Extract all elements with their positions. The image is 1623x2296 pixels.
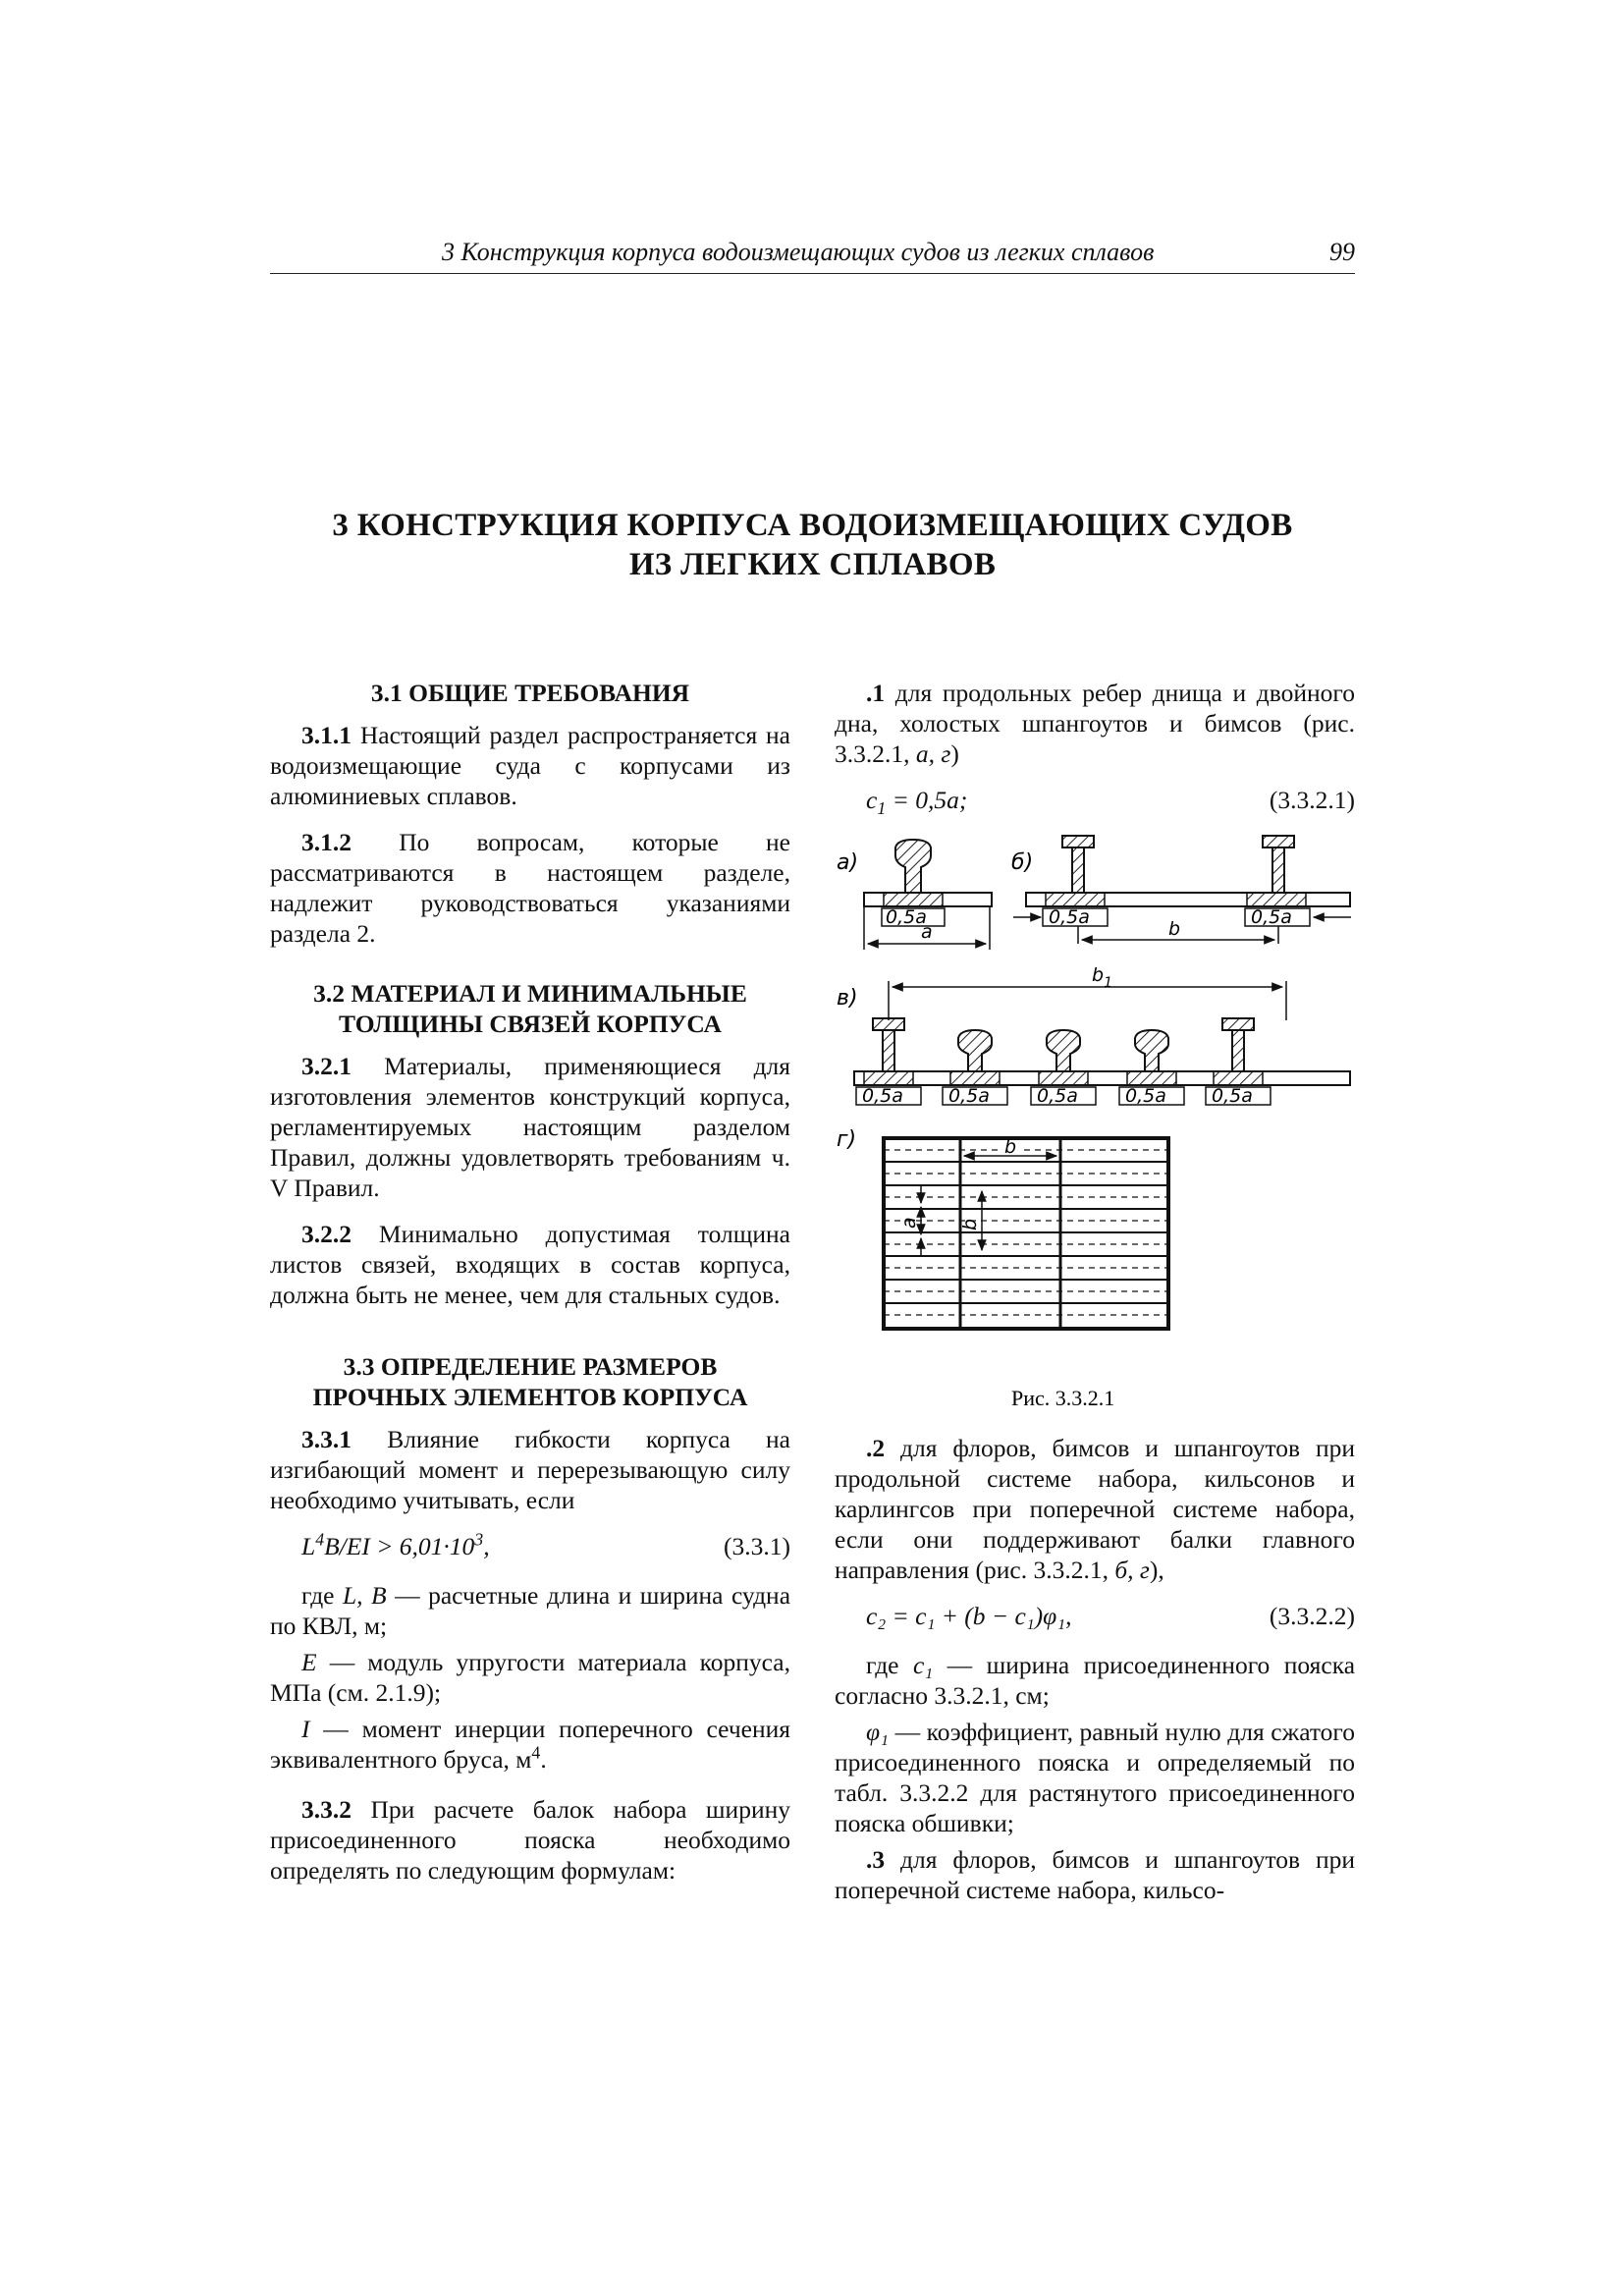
section-3-2-heading xyxy=(270,978,790,1039)
heading-line: 3.3 ОПРЕДЕЛЕНИЕ РАЗМЕРОВ xyxy=(343,1352,718,1381)
label-a: а) xyxy=(837,850,859,875)
item-2: .2 для флоров, бимсов и шпангоутов при продольной системе набора, кильсонов и карлингсов при поперечной системе набора, если они поддерживают балки главного направления (рис. 3.3.2.1, б, г), xyxy=(835,1434,1355,1584)
formula-expression: $c_1 = 0,5a$; xyxy=(866,786,968,819)
t-profile-web xyxy=(1272,847,1284,893)
paragraph-3-2-1 xyxy=(270,1051,790,1203)
dim-label-05a: 0,5a xyxy=(1212,1085,1253,1107)
formula-3-3-1 xyxy=(270,1531,790,1562)
item-number: .2 xyxy=(866,1434,886,1462)
dim-label-05a: 0,5a xyxy=(948,1085,990,1107)
para-number: 3.2.2 xyxy=(301,1220,352,1248)
definition-phi1: φ₁ — коэффициент, равный нулю для сжатого присоединенного пояска и определяемый по табл. 3.3.2.2 для растянутого присоединенного пояска обшивки; xyxy=(835,1718,1356,1837)
t-profile-flange xyxy=(1222,1018,1254,1030)
definitions-list xyxy=(270,1580,790,1775)
item-3: .3 для флоров, бимсов и шпангоутов при поперечной системе набора, кильсо- xyxy=(835,1845,1355,1904)
t-profile-web xyxy=(1232,1030,1244,1071)
dim-label-b1: $b_1$ xyxy=(1092,964,1112,991)
grid-dim-b: b xyxy=(1004,1136,1017,1158)
item-number: .1 xyxy=(866,679,886,707)
definition-E: E — модуль упругости материала корпуса, МПа (см. 2.1.9); xyxy=(270,1648,790,1707)
formula-number: (3.3.2.1) xyxy=(1269,786,1355,814)
heading-line: ТОЛЩИНЫ СВЯЗЕЙ КОРПУСА xyxy=(339,1010,722,1038)
item-1: .1 для продольных ребер днища и двойного дна, холостых шпангоутов и бимсов (рис. 3.3.2.1, а, г) xyxy=(835,679,1355,768)
dim-label-05a: 0,5a xyxy=(1049,906,1090,928)
grid-dim-b-vertical: b xyxy=(959,1218,981,1230)
grid-dim-a: a xyxy=(898,1217,920,1229)
label-g: г) xyxy=(837,1127,857,1152)
dim-label-05a: 0,5a xyxy=(862,1085,903,1107)
section-3-3-heading xyxy=(270,1351,790,1412)
formula-expression: c₂ = c₁ + (b − c₁)φ₁, xyxy=(866,1602,1072,1630)
t-profile-flange xyxy=(1062,836,1094,847)
figure-drawing xyxy=(835,834,1355,1413)
item-number: .3 xyxy=(866,1845,886,1874)
dim-label-05a: 0,5a xyxy=(886,906,927,928)
t-profile-web xyxy=(1072,847,1084,893)
definition-c1: где c₁ — ширина присоединенного пояска согласно 3.3.2.1, см; xyxy=(835,1651,1356,1710)
formula-3-3-2-1 xyxy=(835,785,1355,819)
label-b: б) xyxy=(1011,850,1034,875)
para-number: 3.3.1 xyxy=(301,1425,352,1453)
definitions-list-right xyxy=(835,1650,1355,1838)
para-text: По вопросам, которые не рассматриваются в настоящем разделе, надлежит руководствоваться указаниями раздела 2. xyxy=(270,828,790,948)
figure-caption: Рис. 3.3.2.1 xyxy=(1011,1386,1115,1410)
paragraph-3-3-1 xyxy=(270,1424,790,1515)
chapter-title-line1: 3 КОНСТРУКЦИЯ КОРПУСА ВОДОИЗМЕЩАЮЩИХ СУДОВ xyxy=(332,508,1293,543)
para-text: Материалы, применяющиеся для изготовления элементов конструкций корпуса, регламентируемых настоящим разделом Правил, должны удовлетворять требованиям ч. V Правил. xyxy=(270,1052,791,1202)
heading-line: ПРОЧНЫХ ЭЛЕМЕНТОВ КОРПУСА xyxy=(312,1383,748,1411)
para-number: 3.1.2 xyxy=(301,828,352,856)
para-number: 3.3.2 xyxy=(301,1795,352,1824)
definition-I: I — момент инерции поперечного сечения эквивалентного бруса, $м^4$. xyxy=(270,1715,790,1774)
bulb-profile xyxy=(1135,1030,1168,1071)
plate-v xyxy=(854,1071,1350,1085)
formula-number: (3.3.2.2) xyxy=(1269,1602,1355,1630)
bulb-profile xyxy=(958,1030,992,1071)
dim-label-05a: 0,5a xyxy=(1251,906,1292,928)
paragraph-3-2-2 xyxy=(270,1219,790,1310)
dim-label-05a: 0,5a xyxy=(1125,1085,1166,1107)
figure-3-3-2-1 xyxy=(835,834,1355,1413)
t-profile-flange xyxy=(1263,836,1294,847)
paragraph-3-1-1 xyxy=(270,720,790,811)
chapter-title xyxy=(270,506,1355,584)
para-number: 3.2.1 xyxy=(301,1052,352,1080)
left-column xyxy=(270,678,790,1901)
formula-expression: $L^4B/EI > 6,01\cdot 10^3$, xyxy=(301,1529,490,1560)
para-text: Минимально допустимая толщина листов связей, входящих в состав корпуса, должна быть не менее, чем для стальных судов. xyxy=(270,1220,790,1309)
running-title: 3 Конструкция корпуса водоизмещающих судов из легких сплавов xyxy=(442,238,1155,266)
page-number: 99 xyxy=(1329,238,1355,266)
chapter-title-line2: ИЗ ЛЕГКИХ СПЛАВОВ xyxy=(628,547,997,582)
paragraph-3-3-2 xyxy=(270,1794,790,1886)
para-number: 3.1.1 xyxy=(301,721,352,749)
section-3-1-heading: 3.1 ОБЩИЕ ТРЕБОВАНИЯ xyxy=(370,679,690,707)
t-profile-flange xyxy=(873,1018,904,1030)
profile-a xyxy=(895,840,931,893)
paragraph-3-1-2 xyxy=(270,827,790,949)
dim-label-a: a xyxy=(921,921,933,943)
label-v: в) xyxy=(837,986,858,1011)
formula-3-3-2-2 xyxy=(835,1601,1355,1632)
dim-label-05a: 0,5a xyxy=(1037,1085,1078,1107)
para-text: Настоящий раздел распространяется на водоизмещающие суда с корпусами из алюминиевых сплавов. xyxy=(270,721,790,810)
definition-L-B: где L, B — расчетные длина и ширина судна по КВЛ, м; xyxy=(270,1581,791,1640)
running-header xyxy=(270,238,1355,274)
heading-line: 3.2 МАТЕРИАЛ И МИНИМАЛЬНЫЕ xyxy=(313,979,747,1008)
formula-number: (3.3.1) xyxy=(724,1532,790,1560)
t-profile-web xyxy=(883,1030,894,1071)
para-text: При расчете балок набора ширину присоединенного пояска необходимо определять по следующим формулам: xyxy=(270,1795,790,1885)
bulb-profile xyxy=(1047,1030,1080,1071)
para-text: Влияние гибкости корпуса на изгибающий момент и перерезывающую силу необходимо учитывать, если xyxy=(270,1425,791,1514)
dim-label-b: b xyxy=(1168,918,1181,940)
right-column xyxy=(835,678,1355,1921)
